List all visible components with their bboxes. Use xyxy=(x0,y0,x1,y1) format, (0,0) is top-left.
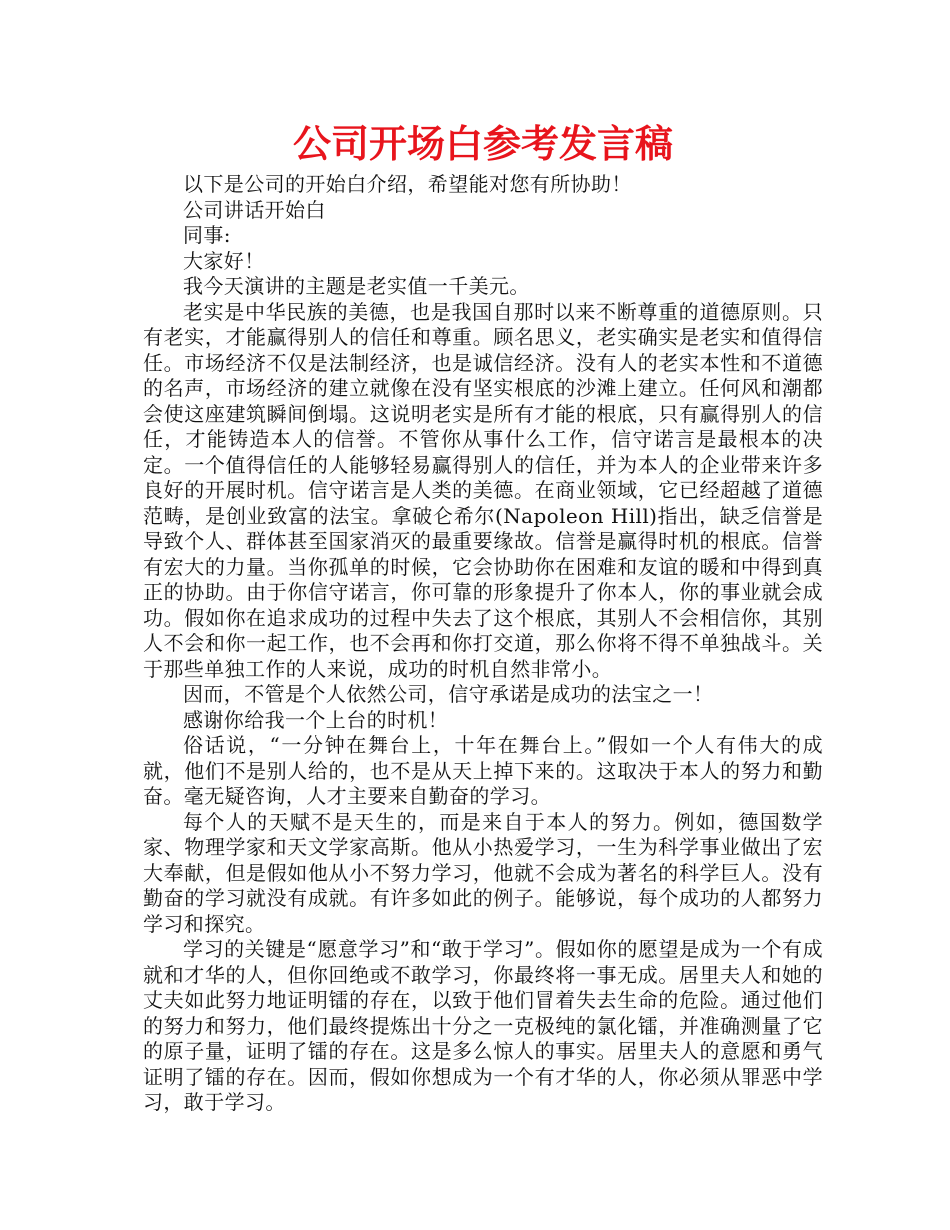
document-body xyxy=(143,172,823,1116)
paragraph-conclusion: 因而，不管是个人依然公司，信守承诺是成功的法宝之一！ xyxy=(183,682,714,706)
paragraph-topic: 我今天演讲的主题是老实值一千美元。 xyxy=(183,274,530,298)
paragraph-subtitle: 公司讲话开始白 xyxy=(183,197,326,222)
paragraph-honesty: 老实是中华民族的美德，也是我国自那时以来不断尊重的道德原则。只有老实，才能赢得别人的信任和尊重。顾名思义，老实确实是老实和值得信任。市场经济不仅是法制经济，也是诚信经济。没有人的老实本性和不道德的名声，市场经济的建立就像在没有坚实根底的沙滩上建立。任何风和潮都会使这座建筑瞬间倒塌。这说明老实是所有才能的根底，只有赢得别人的信任，才能铸造本人的信誉。不管你从事什么工作，信守诺言是最根本的决定。一个值得信任的人能够轻易赢得别人的信任，并为本人的企业带来许多良好的开展时机。信守诺言是人类的美德。在商业领域，它已经超越了道德范畴，是创业致富的法宝。拿破仑希尔(Napoleon Hill)指出，缺乏信誉是导致个人、群体甚至国家消灭的最重要缘故。信誉是赢得时机的根底。信誉有宏大的力量。当你孤单的时候，它会协助你在困难和友谊的暖和中得到真正的协助。由于你信守诺言，你可靠的形象提升了你本人，你的事业就会成功。假如你在追求成功的过程中失去了这个根底，其别人不会相信你，其别人不会和你一起工作，也不会再和你打交道，那么你将不得不单独战斗。关于那些单独工作的人来说，成功的时机自然非常小。 xyxy=(143,299,823,681)
document-title: 公司开场白参考发言稿 xyxy=(292,122,673,166)
document-page xyxy=(143,118,823,1116)
paragraph-greeting: 大家好！ xyxy=(183,248,265,273)
paragraph-talent: 每个人的天赋不是天生的，而是来自于本人的努力。例如，德国数学家、物理学家和天文学家高斯。他从小热爱学习，一生为科学事业做出了宏大奉献，但是假如他从小不努力学习，他就不会成为著名的科学巨人。没有勤奋的学习就没有成就。有许多如此的例子。能够说，每个成功的人都努力学习和探究。 xyxy=(143,809,823,936)
paragraph-learning: 学习的关键是“愿意学习”和“敢于学习”。假如你的愿望是成为一个有成就和才华的人，但你回绝或不敢学习，你最终将一事无成。居里夫人和她的丈夫如此努力地证明镭的存在，以致于他们冒着失去生命的危险。通过他们的努力和努力，他们最终提炼出十分之一克极纯的氯化镭，并准确测量了它的原子量，证明了镭的存在。这是多么惊人的事实。居里夫人的意愿和勇气证明了镭的存在。因而，假如你想成为一个有才华的人，你必须从罪恶中学习，敢于学习。 xyxy=(143,937,823,1114)
paragraph-salutation: 同事: xyxy=(183,223,231,247)
paragraph-thanks: 感谢你给我一个上台的时机！ xyxy=(183,707,449,732)
paragraph-intro: 以下是公司的开始白介绍，希望能对您有所协助！ xyxy=(183,172,632,196)
paragraph-proverb: 俗话说，“一分钟在舞台上，十年在舞台上。”假如一个人有伟大的成就，他们不是别人给的，也不是从天上掉下来的。这取决于本人的努力和勤奋。毫无疑咨询，人才主要来自勤奋的学习。 xyxy=(143,733,823,808)
